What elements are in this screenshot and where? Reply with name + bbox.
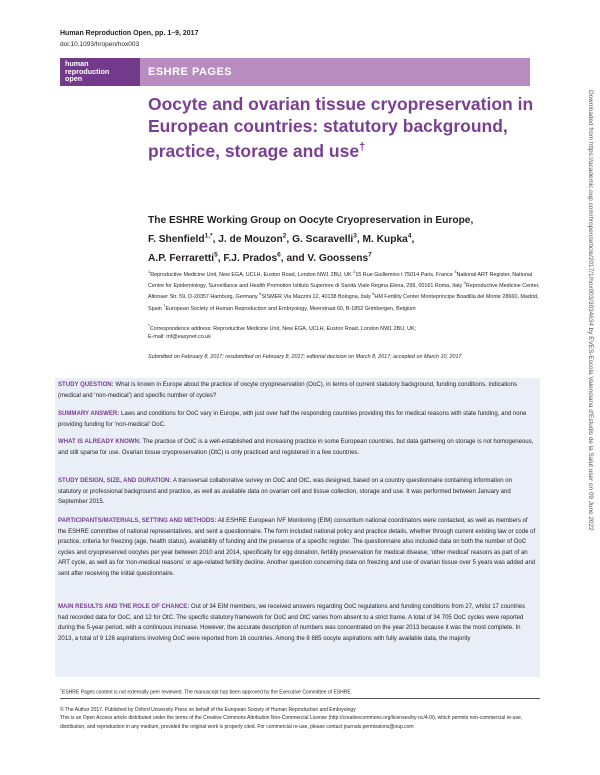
author-affil-ref: 2 [282, 232, 287, 240]
author-name: M. Kupka [362, 233, 408, 245]
abstract-label: WHAT IS ALREADY KNOWN: [58, 439, 141, 445]
affiliation-number: 7 [163, 302, 166, 308]
affiliation-text: SISMER Via Mazzini 12, 40138 Bologna, Italy [261, 294, 371, 301]
license-text[interactable]: This is an Open Access article distributed under the terms of the Creative Commons Attribution Non-Commercial License (http://creativecommons.org/licenses/by-nc/4.0/), which permits non-commercial re-use, distribution, and reproduction in any medium, provided the original work is properly cited. For commercial re-use, please contact journals.permissions@oup.com [60, 715, 523, 730]
abstract-text: A transversal collaborative survey on OoC and OtC, was designed, based on a country questionnaire containing information on statutory or professional background and practice, as well as available data on ovarian cell and tissue collection, storage and use. It was performed between January and September 2015. [58, 478, 512, 506]
copyright [60, 706, 540, 731]
corr-star: * [148, 323, 150, 328]
abstract-label: PARTICIPANTS/MATERIALS, SETTING AND METHODS: [58, 518, 217, 524]
affiliation-text: Reproductive Medicine Center, Altonaer Str. 59, D-20357 Hamburg, Germany [148, 283, 540, 301]
abstract-text: The practice of OoC is a well-established and increasing practice in some European countries, but data gathering on storage is not homogeneous, and still sparse for use. Ovarian tissue cryopreservation (OtC) is only practiced and registered in a few countries. [58, 439, 534, 456]
journal-header: Human Reproduction Open, pp. 1–9, 2017 [60, 30, 199, 37]
abstract-label: MAIN RESULTS AND THE ROLE OF CHANCE: [58, 604, 190, 610]
correspondence [148, 322, 548, 342]
title-text: Oocyte and ovarian tissue cryopreservation in European countries: statutory background, practice, storage and use [148, 94, 534, 161]
author-separator: , [212, 233, 219, 245]
affiliation-text: 15 Rue Guillemino t 75014 Paris, France [355, 271, 453, 278]
author-affil-ref: 5 [214, 251, 218, 259]
abstract-summary-answer [58, 409, 536, 430]
affiliation-number: 1 [148, 269, 151, 274]
footnote-text: ESHRE Pages content is not externally peer reviewed. The manuscript has been approved by the Executive Committee of ESHRE. [62, 689, 353, 696]
affiliation-text: National ART Register, National Centre for Epidemiology, Surveillance and Health Promotion Istituto Superiore di Sanità Viale Regina Elena, 299, 00161 Roma, Italy [148, 271, 533, 289]
affiliation-number: 2 [353, 269, 356, 274]
footnote-mark: † [60, 688, 62, 692]
affiliation-text: Reproductive Medicine Unit, New EGA, UCLH, Euston Road, London NW1 2BU, UK [150, 271, 352, 278]
abstract-text: What is known in Europe about the practice of oocyte cryopreservation (OoC), in terms of current statutory background, funding conditions, indications (medical and ‘non-medical’) and specific number of cycles? [58, 382, 518, 399]
author-separator: , and [280, 252, 308, 264]
affiliation-text: European Society of Human Reproduction and Embryology, Meerstraat 60, B-1852 Grimbergen, Belgium [165, 305, 416, 312]
author-name: G. Scaravelli [292, 233, 354, 245]
abstract-text: Laws and conditions for OoC vary in Europe, with just over half the responding countries providing this for medical reasons with state funding, and none providing funding for ‘non-medical’ OoC. [58, 411, 527, 428]
author-name: J. de Mouzon [218, 233, 283, 245]
abstract-main-results [58, 602, 536, 644]
logo-line: reproduction [65, 66, 110, 76]
abstract-already-known [58, 437, 536, 458]
author-affil-ref: 4 [407, 232, 412, 240]
author-separator: , [411, 233, 415, 245]
abstract-label: STUDY DESIGN, SIZE, AND DURATION: [58, 478, 172, 484]
abstract-study-design [58, 476, 536, 508]
author-separator: , [286, 233, 293, 245]
abstract-text: Out of 34 EIM members, we received answers regarding OoC regulations and funding conditions from 27, whilst 17 countries had recorded data for OoC, and 12 for OtC. The specific statutory framework for OoC and OtC varies from absent to a strict frame. A total of 34 705 OoC cycles were reported during the 5-year period, with a continuous increase. However, the accurate description of numbers was concentrated on the year 2013 because it was the most complete. In 2013, a total of 9 126 aspirations involving OoC were reported from 16 countries. Among the 8 885 oocyte aspirations with fully available data, the majority [58, 604, 526, 642]
logo-line: human [65, 59, 89, 68]
author-affil-ref: 6 [277, 251, 281, 259]
affiliation-number: 3 [454, 269, 457, 274]
affiliation-number: 5 [259, 291, 262, 297]
copyright-line: © The Author 2017. Published by Oxford University Press on behalf of the European Society of Human Reproduction and Embryology [60, 707, 356, 713]
author-block [148, 213, 538, 266]
author-name: A.P. Ferraretti [148, 252, 215, 264]
article-title [148, 94, 538, 162]
affiliation-text: HM Fertility Center Montepríncipe Boadilla del Monte 28660, Madrid, Spain [148, 294, 539, 312]
author-affil-ref: 7 [368, 251, 372, 259]
journal-logo [60, 58, 140, 86]
author-group: The ESHRE Working Group on Oocyte Cryopreservation in Europe, [148, 215, 474, 226]
affiliation-number: 4 [463, 280, 466, 286]
abstract-study-question [58, 380, 536, 401]
author-list [148, 234, 414, 264]
download-watermark [584, 90, 594, 740]
corr-email[interactable]: E-mail: mf@easynet.co.uk [148, 334, 211, 341]
abstract-text: All ESHRE European IVF Monitoring (EIM) consortium national coordinators were contacted, as well as members of the ESHRE committee of national representatives, and sent a questionnaire. The form included national policy and practice details, whether through current existing law or code of practice, criteria for freezing (age, health status), availability of funding and the presence of a specific register. The questionnaire also included data on both the number of OoC cycles and cryopreserved oocytes per year between 2010 and 2014, specifically for egg donation, fertility preservation for medical disease, ‘other medical’ reasons as part of an ART cycle, as well as for ‘non-medical reasons’ or age-related fertility decline. Another question concerning data on freezing and use of ovarian tissue over 5 years was added and sent after receiving the initial questionnaire. [58, 518, 536, 577]
author-name: F.J. Prados [223, 252, 278, 264]
title-dagger: † [359, 141, 366, 153]
author-affil-ref: 3 [353, 232, 357, 240]
affiliation-number: 6 [372, 291, 375, 297]
divider [60, 698, 540, 699]
submission-dates: Submitted on February 8, 2017; resubmitted on February 8, 2017; editorial decision on March 8, 2017; accepted on March 10, 2017 [148, 354, 462, 360]
abstract-participants [58, 516, 536, 580]
author-name: V. Goossens [307, 252, 369, 264]
footnote [60, 688, 352, 696]
abstract-label: SUMMARY ANSWER: [58, 411, 120, 417]
author-affil-ref: 1,* [204, 232, 213, 240]
abstract-label: STUDY QUESTION: [58, 382, 114, 388]
logo-line: open [65, 74, 83, 84]
doi[interactable]: doi:10.1093/hropen/hox003 [60, 41, 140, 48]
download-notice: Downloaded from https://academic.oup.com/hropen/article/2017/1/hox003/3034634 by EVES-Escola Valenciana d'Estudis de la Salut user on 09 June 2022 [587, 90, 594, 531]
corr-address: Correspondence address: Reproductive Medicine Unit, New EGA, UCLH, Euston Road, London NW1 2BU, UK; [149, 325, 417, 332]
author-name: F. Shenfield [148, 233, 205, 245]
author-separator: , [356, 233, 363, 245]
section-label: ESHRE PAGES [148, 66, 233, 78]
author-separator: , [217, 252, 224, 264]
affiliations [148, 268, 548, 313]
